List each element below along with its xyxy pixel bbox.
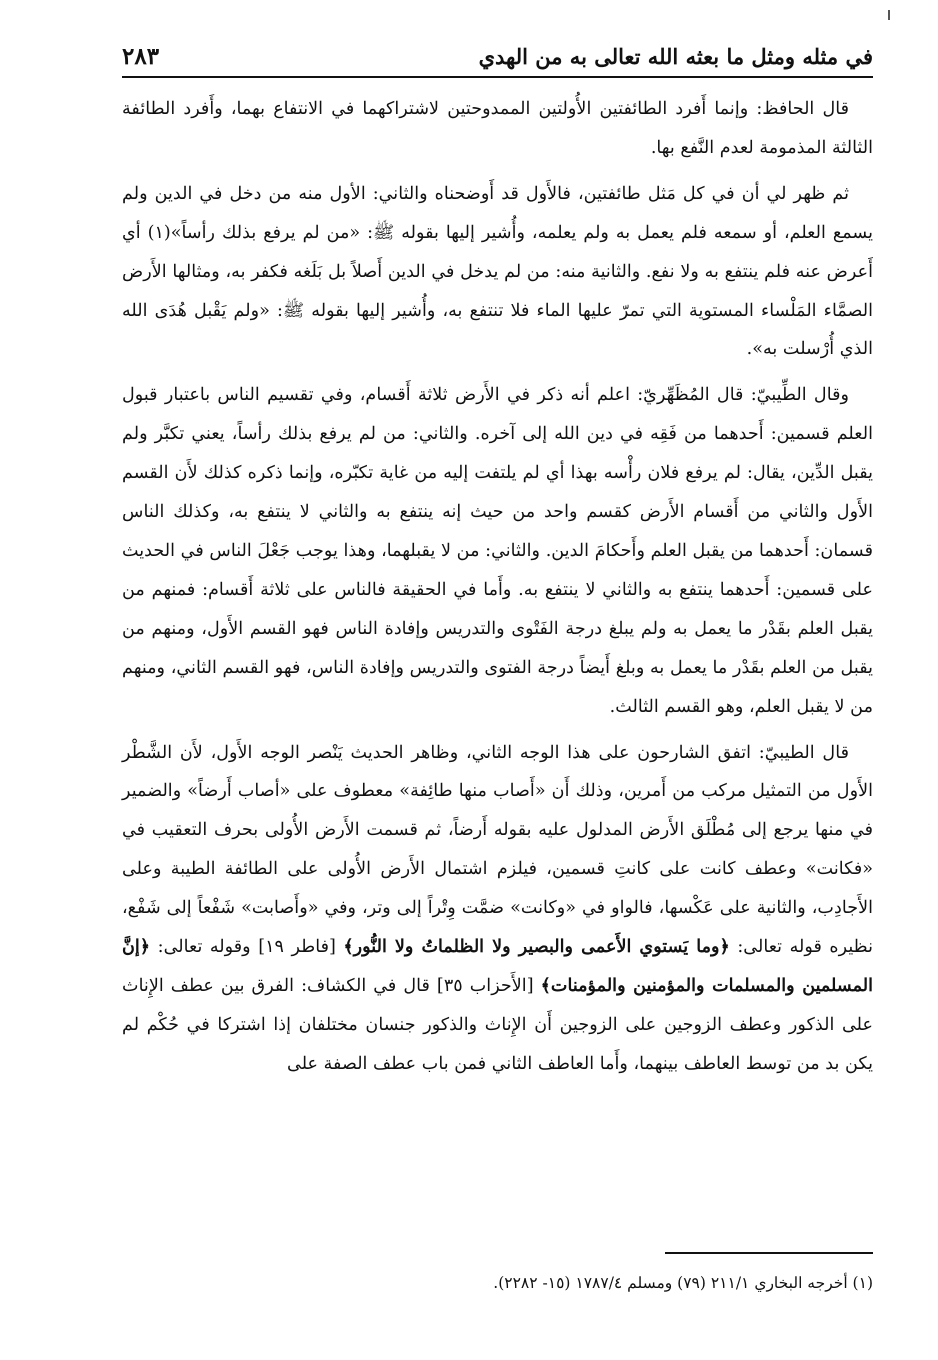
- paragraph-1: قال الحافظ: وإنما أَفرد الطائفتين الأُولتين الممدوحتين لاشتراكهما في الانتفاع بهما، وأَفرد الطائفة الثالثة المذمومة لعدم النَّفع بها.: [122, 99, 873, 158]
- page-number: ٢٨٣: [122, 42, 160, 70]
- running-title: في مثله ومثل ما بعثه الله تعالى به من الهدي: [478, 43, 873, 69]
- paragraph-4-part-a: قال الطيبيّ: اتفق الشارحون على هذا الوجه الثاني، وظاهر الحديث يَنْصر الوجه الأَول، لأَن الشَّطْر الأَول من التمثيل مركب من أَمرين، وذلك أَن «أَصاب منها طائِفة» معطوف على «أصاب أَرضاً» والضمير في منها يرجع إلى مُطْلَق الأَرض المدلول عليه بقوله أَرضاً، ثم قسمت الأَرض الأُولى بحرف التعقيب في «فكانت» وعطف كانت على كانتِ قسمين، فيلزم اشتمال الأَرض الأُولى على الطائفة الطيبة وعلى الأَجادِب، والثانية على عَكْسها، فالواو في «وكانت» ضمَّت وِتْراً إلى وتر، وفي «وأَصابت» شَفْعاً إلى شَفْع، نظيره قوله تعالى:: [122, 742, 873, 958]
- footnote: (١) أخرجه البخاري ٢١١/١ (٧٩) ومسلم ١٧٨٧/٤ (١٥- ٢٢٨٢).: [493, 1274, 873, 1292]
- quran-quote-1: ﴿وما يَستوي الأَعمى والبصير ولا الظلماتُ ولا النُّور﴾: [343, 936, 730, 958]
- quran-quote-2: ﴿إنَّ المسلمين والمسلمات والمؤمنين والمؤمنات﴾: [122, 936, 874, 996]
- footnote-separator: [665, 1252, 873, 1254]
- main-text: [122, 90, 873, 1084]
- scan-mark: [888, 10, 890, 20]
- paragraph-4-part-c: [الأَحزاب ٣٥] قال في الكشاف: الفرق بين عطف الإِناث على الذكور وعطف الزوجين على الزوجين أَن الإِناث والذكور جنسان مختلفان إذا اشتركا في حُكْم لم يكن بد من توسط العاطف بينهما، وأَما العاطف الثاني فمن باب عطف الصفة على: [122, 975, 873, 1074]
- paragraph-4-part-b: [فاطر ١٩] وقوله تعالى:: [157, 937, 336, 958]
- paragraph-2: ثم ظهر لي أن في كل مَثل طائفتين، فالأَول قد أَوضحناه والثاني: الأول منه من دخل في الدين ولم يسمع العلم، أو سمعه فلم يعمل به ولم يعلمه، وأُشير إليها بقوله ﷺ: «من لم يرفع بذلك رأساً»(١) أي أَعرض عنه فلم ينتفع به ولا نفع. والثانية منه: من لم يدخل في الدين أَصلاً بل بَلَغه فكفر به، ومثالها الأَرض الصمَّاء المَلْساء المستوية التي تمرّ عليها الماء فلا تنتفع به، وأُشير إليها بقوله ﷺ: «ولم يَقْبل هُدَى الله الذي أُرْسلت به».: [122, 183, 873, 360]
- page-header: [122, 36, 873, 78]
- paragraph-4: [122, 734, 873, 1084]
- paragraph-3: وقال الطِّيبيّ: قال المُظَهِّريّ: اعلم أنه ذكر في الأَرض ثلاثة أَقسام، وفي تقسيم الناس باعتبار قبول العلم قسمين: أَحدهما من فَقِه في دين الله إلى آخره. والثاني: من لم يرفع بذلك رأساً، يعني تكبَّر ولم يقبل الدِّين، يقال: لم يرفع فلان رأْسه بهذا أي لم يلتفت إليه من غاية تكبّره، وإنما ذكره كذلك لأَن القسم الأَول والثاني من أَقسام الأَرض كقسم واحد من حيث إنه ينتفع به والثاني لا ينتفع به، وكذلك الناس قسمان: أَحدهما من يقبل العلم وأَحكامَ الدين. والثاني: من لا يقبلهما، وهذا يوجب جَعْلَ الناس في الحديث على قسمين: أَحدهما ينتفع به والثاني لا ينتفع به. وأَما في الحقيقة فالناس على ثلاثة أَقسام: فمنهم من يقبل العلم بقَدْر ما يعمل به ولم يبلغ درجة الفَتْوى والتدريس وإفادة الناس فهو القسم الأَول، ومنهم من يقبل من العلم بقَدْر ما يعمل به وبلغ أَيضاً درجة الفتوى والتدريس وإفادة الناس، فهو القسم الثاني، ومنهم من لا يقبل العلم، وهو القسم الثالث.: [122, 385, 873, 717]
